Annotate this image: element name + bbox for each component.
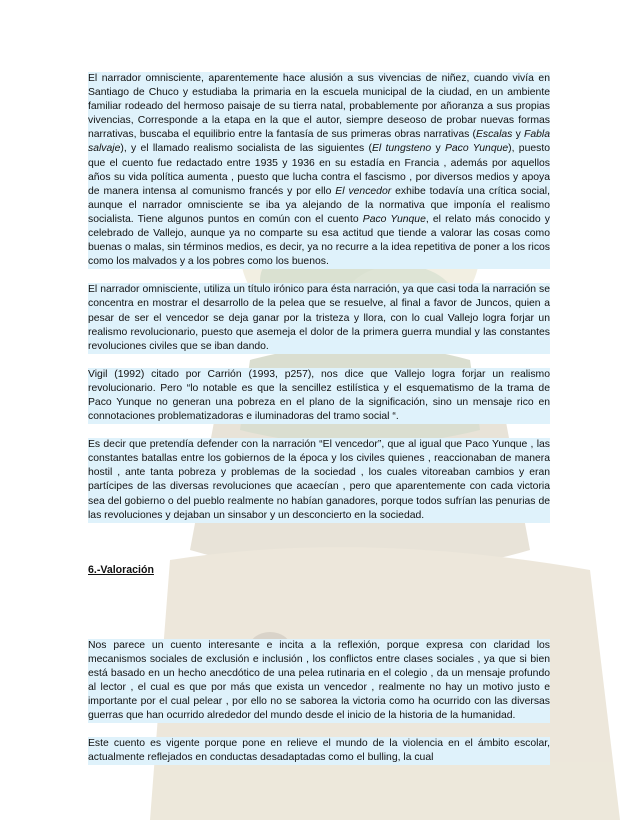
- paragraph-1: El narrador omnisciente, aparentemente hace alusión a sus vivencias de niñez, cuando vivía en Santiago de Chuco y estudiaba la primaria en la escuela municipal de la ciudad, en un ambiente familiar rodeado del hermoso paisaje de su tierra natal, probablemente por añoranza a sus propias vivencias, Corresponde a la etapa en la que el autor, siempre deseoso de probar nuevas formas narrativas, buscaba el equilibrio entre la fantasía de sus primeras obras narrativas (Escalas y Fabla salvaje), y el llamado realismo socialista de las siguientes (El tungsteno y Paco Yunque), puesto que el cuento fue redactado entre 1935 y 1936 en su estadía en Francia , además por aquellos años su vida política aumenta , puesto que lucha contra el fascismo , por diversos medios y apoya de manera intensa al comunismo francés y por ello El vencedor exhibe todavía una crítica social, aunque el narrador omnisciente se iba ya alejando de la normativa que imponía el realismo socialista. Tiene algunos puntos en común con el cuento Paco Yunque, el relato más conocido y celebrado de Vallejo, aunque ya no comparte su esa actitud que tiende a valorar las cosas como buenas o malas, sin términos medios, es decir, ya no recurre a la idea repetitiva de poner a los ricos como los malvados y a los pobres como los buenos.: [88, 72, 550, 269]
- paragraph-4: Es decir que pretendía defender con la narración “El vencedor”, que al igual que Paco Yunque , las constantes batallas entre los gobiernos de la época y los civiles quienes , reaccionaban de manera hostil , ante tanta pobreza y problemas de la sociedad , los cuales vitoreaban cambios y eran partícipes de las diversas revoluciones que acaecían , pero que aparentemente con cada victoria sea del gobierno o del pueblo realmente no habían ganadores, porque todos sufrían las penurias de las revoluciones y dejaban un sinsabor y un desconcierto en la sociedad.: [88, 438, 550, 523]
- paragraph-6: Este cuento es vigente porque pone en relieve el mundo de la violencia en el ámbito escolar, actualmente reflejados en conductas desadaptadas como el bulling, la cual: [88, 737, 550, 765]
- section-heading: 6.-Valoración: [88, 563, 154, 576]
- paragraph-3: Vigil (1992) citado por Carrión (1993, p257), nos dice que Vallejo logra forjar un realismo revolucionario. Pero “lo notable es que la sencillez estilística y el esquematismo de la trama de Paco Yunque no generan una pobreza en el plano de la significación, sino un mensaje rico en connotaciones problematizadoras e iluminadoras del tramo social “.: [88, 368, 550, 424]
- paragraph-2: El narrador omnisciente, utiliza un título irónico para ésta narración, ya que casi toda la narración se concentra en mostrar el desarrollo de la pelea que se resuelve, al final a favor de Juncos, quien a pesar de ser el vencedor se deja ganar por la tristeza y llora, con lo cual Vallejo logra forjar un realismo revolucionario, puesto que asemeja el dolor de la primera guerra mundial y las constantes revoluciones civiles que se iban dando.: [88, 283, 550, 353]
- document-body: [88, 72, 550, 779]
- paragraph-5: Nos parece un cuento interesante e incita a la reflexión, porque expresa con claridad los mecanismos sociales de exclusión e inclusión , los conflictos entre clases sociales , ya que si bien está basado en un hecho anecdótico de una pelea rutinaria en el colegio , da un mensaje profundo al lector , el cual es que por más que exista un vencedor , realmente no hay un motivo justo e importante por el cual pelear , por ello no se saborea la victoria como ha ocurrido con las diversas guerras que han ocurrido alrededor del mundo desde el inicio de la historia de la humanidad.: [88, 639, 550, 724]
